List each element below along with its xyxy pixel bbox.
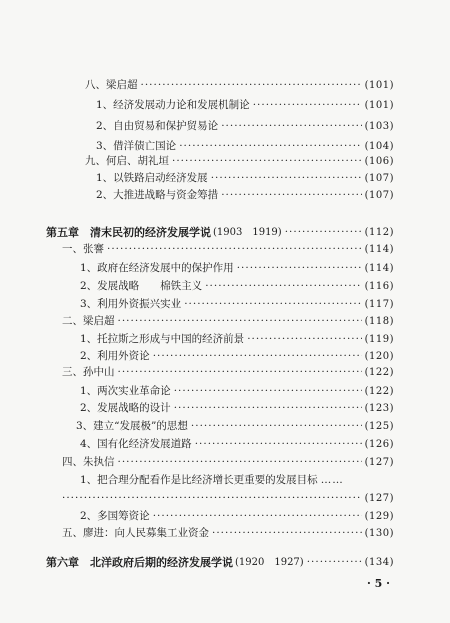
toc-entry-page: (116) bbox=[364, 281, 394, 292]
toc-entry bbox=[96, 140, 394, 153]
toc-entry bbox=[62, 366, 394, 379]
toc-entry-title: 二、梁启超 bbox=[62, 315, 115, 327]
page-number: · 5 · bbox=[367, 577, 390, 590]
toc-chapter-title: 第五章 清末民初的经济发展学说 bbox=[46, 226, 211, 239]
dot-leader bbox=[221, 120, 361, 133]
toc-entry-title: 三、孙中山 bbox=[62, 366, 115, 378]
dot-leader bbox=[205, 280, 361, 293]
toc-entry-page: (127) bbox=[364, 493, 394, 504]
dot-leader bbox=[211, 172, 362, 185]
toc-entry bbox=[80, 280, 394, 293]
toc-entry-title: 1、经济发展动力论和发展机制论 bbox=[96, 99, 250, 111]
toc-entry bbox=[96, 120, 394, 133]
toc-entry-title: 1、把合理分配看作是比经济增长更重要的发展目标 bbox=[80, 474, 318, 486]
toc-entry-page: (127) bbox=[364, 457, 394, 468]
toc-entry-title: 4、国有化经济发展道路 bbox=[80, 438, 192, 450]
dot-leader bbox=[62, 492, 362, 505]
toc-entry bbox=[62, 243, 394, 256]
toc-entry-title: 1、托拉斯之形成与中国的经济前景 bbox=[80, 333, 245, 345]
dot-leader bbox=[247, 333, 361, 346]
dot-leader bbox=[253, 99, 362, 112]
toc-chapter-title: 第六章 北洋政府后期的经济发展学说 bbox=[46, 556, 233, 569]
toc-entry-page: (122) bbox=[364, 367, 394, 378]
toc-entry-page: (129) bbox=[364, 511, 394, 522]
toc-entry bbox=[96, 99, 394, 112]
toc-entry-title: 2、多国筹资论 bbox=[80, 510, 150, 522]
toc-entry bbox=[80, 402, 394, 415]
toc-entry bbox=[80, 298, 394, 311]
dot-leader bbox=[191, 420, 362, 433]
toc-entry-title: 2、利用外资论 bbox=[80, 350, 150, 362]
toc-entry-page: (114) bbox=[364, 263, 394, 274]
toc-entry-title: 2、发展战略 棉铁主义 bbox=[80, 280, 203, 292]
toc-entry-title: 四、朱执信 bbox=[62, 456, 115, 468]
toc-entry bbox=[76, 420, 394, 433]
dot-leader bbox=[118, 366, 362, 379]
dot-leader: …… bbox=[320, 474, 344, 486]
dot-leader bbox=[221, 189, 361, 202]
toc-entry-page: (120) bbox=[364, 351, 394, 362]
toc-entry bbox=[85, 155, 394, 168]
toc-entry bbox=[80, 385, 394, 398]
dot-leader bbox=[237, 262, 362, 275]
dot-leader bbox=[174, 402, 362, 415]
dot-leader bbox=[141, 79, 362, 92]
toc-entry-page: (112) bbox=[364, 227, 394, 238]
toc-entry-title: 2、大推进战略与资金筹措 bbox=[96, 189, 219, 201]
toc-entry bbox=[96, 172, 394, 185]
toc-entry-page: (106) bbox=[364, 156, 394, 167]
toc-entry bbox=[96, 189, 394, 202]
toc-entry-continuation bbox=[62, 492, 394, 505]
toc-chapter bbox=[46, 226, 394, 239]
toc-entry-page: (126) bbox=[364, 439, 394, 450]
toc-entry bbox=[85, 79, 394, 92]
toc-entry-title: 1、以铁路启动经济发展 bbox=[96, 172, 208, 184]
toc-entry bbox=[80, 474, 344, 487]
toc-entry-page: (119) bbox=[364, 334, 394, 345]
toc-entry bbox=[80, 350, 394, 363]
dot-leader bbox=[285, 226, 362, 239]
toc-entry-title: 3、利用外资振兴实业 bbox=[80, 298, 182, 310]
toc-entry bbox=[62, 456, 394, 469]
toc-entry-title: 一、张謇 bbox=[62, 243, 104, 255]
toc-entry-title: 八、梁启超 bbox=[85, 79, 138, 91]
dot-leader bbox=[212, 527, 362, 540]
toc-entry-page: (123) bbox=[364, 403, 394, 414]
toc-entry-page: (103) bbox=[364, 121, 394, 132]
toc-entry-title: 3、建立“发展极”的思想 bbox=[76, 420, 188, 432]
toc-entry bbox=[62, 527, 394, 540]
dot-leader bbox=[195, 438, 362, 451]
toc-entry-page: (107) bbox=[364, 190, 394, 201]
toc-entry-page: (114) bbox=[364, 244, 394, 255]
dot-leader bbox=[153, 510, 362, 523]
toc-entry-page: (134) bbox=[364, 557, 394, 568]
toc-entry bbox=[80, 438, 394, 451]
toc-entry-page: (104) bbox=[364, 141, 394, 152]
toc-chapter-years: (1903 1919) bbox=[213, 227, 282, 238]
toc-entry-title: 五、廖进：向人民募集工业资金 bbox=[62, 527, 209, 539]
toc-entry-page: (101) bbox=[364, 100, 394, 111]
dot-leader bbox=[118, 456, 362, 469]
dot-leader bbox=[118, 315, 362, 328]
toc-entry-page: (118) bbox=[364, 316, 394, 327]
toc-entry-page: (117) bbox=[364, 299, 394, 310]
dot-leader bbox=[107, 243, 362, 256]
toc-entry-page: (125) bbox=[364, 421, 394, 432]
dot-leader bbox=[172, 155, 362, 168]
toc-entry-title: 1、两次实业革命论 bbox=[80, 385, 171, 397]
toc-entry-page: (101) bbox=[364, 80, 394, 91]
dot-leader bbox=[153, 350, 362, 363]
dot-leader bbox=[307, 556, 362, 569]
toc-entry bbox=[80, 262, 394, 275]
toc-entry bbox=[62, 315, 394, 328]
toc-entry-title: 2、自由贸易和保护贸易论 bbox=[96, 120, 219, 132]
toc-entry-page: (107) bbox=[364, 173, 394, 184]
toc-entry bbox=[80, 333, 394, 346]
toc-entry-title: 九、何启、胡礼垣 bbox=[85, 155, 169, 167]
toc-entry bbox=[80, 510, 394, 523]
toc-entry-page: (122) bbox=[364, 386, 394, 397]
toc-entry-title: 3、借洋债亡国论 bbox=[96, 140, 177, 152]
toc-chapter bbox=[46, 556, 394, 569]
toc-entry-title: 2、发展战略的设计 bbox=[80, 402, 171, 414]
dot-leader bbox=[174, 385, 362, 398]
toc-entry-title: 1、政府在经济发展中的保护作用 bbox=[80, 262, 234, 274]
dot-leader bbox=[179, 140, 361, 153]
toc-chapter-years: (1920 1927) bbox=[235, 557, 304, 568]
toc-entry-page: (130) bbox=[364, 528, 394, 539]
dot-leader bbox=[184, 298, 361, 311]
